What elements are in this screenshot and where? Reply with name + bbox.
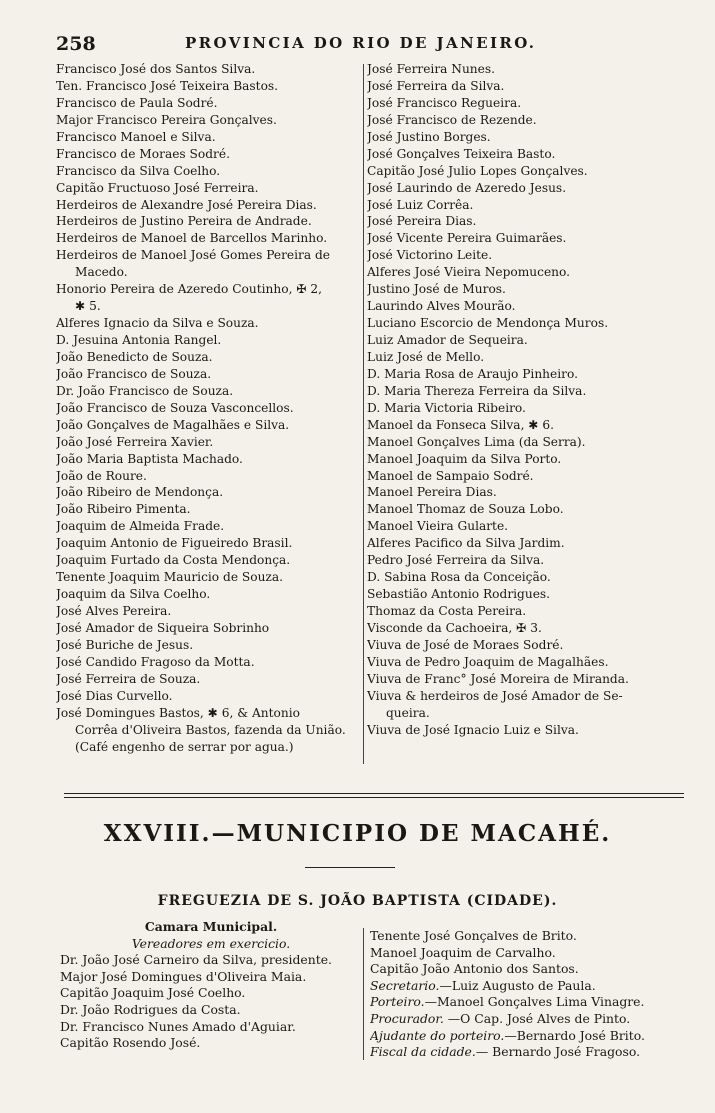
list-item: Viuva de Franc° José Moreira de Miranda. (367, 671, 629, 686)
list-item: Dr. João Francisco de Souza. (56, 383, 234, 398)
list-item: Major Francisco Pereira Gonçalves. (56, 112, 277, 127)
officer-name: —O Cap. José Alves de Pinto. (443, 1010, 631, 1026)
officer-name: — Bernardo José Fragoso. (475, 1044, 641, 1060)
officer-role: Secretario. (370, 977, 440, 993)
running-title: PROVINCIA DO RIO DE JANEIRO. (185, 34, 537, 52)
column-divider (363, 928, 364, 1060)
officer-role: Procurador. (370, 1010, 444, 1026)
list-item: Pedro José Ferreira da Silva. (367, 553, 545, 568)
list-item: Capitão João Antonio dos Santos. (370, 961, 579, 977)
list-item: Sebastião Antonio Rodrigues. (367, 587, 551, 602)
right-column-top (367, 61, 689, 739)
list-item: Manoel de Sampaio Sodré. (367, 468, 534, 483)
list-item: Capitão Fructuoso José Ferreira. (56, 180, 259, 195)
list-item: Corrêa d'Oliveira Bastos, fazenda da União. (75, 722, 346, 737)
list-item: Tenente Joaquim Mauricio de Souza. (56, 570, 283, 585)
list-item: Alferes Ignacio da Silva e Souza. (56, 316, 259, 331)
list-item: João José Ferreira Xavier. (56, 434, 214, 449)
list-item: José Candido Fragoso da Motta. (56, 654, 255, 669)
list-item: José Amador de Siqueira Sobrinho (56, 620, 270, 635)
list-item: Herdeiros de Justino Pereira de Andrade. (56, 214, 312, 229)
officer-role: Ajudante do porteiro. (370, 1027, 505, 1043)
list-item: D. Maria Thereza Ferreira da Silva. (367, 383, 587, 398)
list-item: Dr. João José Carneiro da Silva, presidente. (60, 952, 332, 968)
list-item: Capitão Joaquim José Coelho. (60, 985, 246, 1001)
list-item: Manoel Vieira Gularte. (367, 519, 509, 534)
list-item: Luiz José de Mello. (367, 349, 485, 364)
officer-role: Fiscal da cidade. (370, 1044, 476, 1060)
list-item: Francisco da Silva Coelho. (56, 163, 221, 178)
list-item: Alferes Pacifico da Silva Jardim. (367, 536, 565, 551)
list-item: Laurindo Alves Mourão. (367, 299, 516, 314)
list-item: Tenente José Gonçalves de Brito. (370, 928, 577, 943)
list-item: Manoel Thomaz de Souza Lobo. (367, 502, 564, 517)
list-item: Visconde da Cachoeira, ✠ 3. (367, 620, 542, 635)
list-item: José Luiz Corrêa. (367, 197, 474, 212)
section-divider (64, 793, 684, 798)
list-item: D. Sabina Rosa da Conceição. (367, 570, 551, 585)
list-item: José Vicente Pereira Guimarães. (367, 231, 567, 246)
list-item: Viuva de Pedro Joaquim de Magalhães. (367, 654, 609, 669)
list-item: queira. (386, 705, 430, 720)
officer-name: —Manoel Gonçalves Lima Vinagre. (424, 994, 645, 1010)
list-item: Manoel Pereira Dias. (367, 485, 497, 500)
list-item: Luiz Amador de Sequeira. (367, 333, 528, 347)
list-item: Herdeiros de Manoel de Barcellos Marinho. (56, 231, 328, 246)
camara-heading: Camara Municipal. (144, 919, 278, 934)
list-item: Francisco Manoel e Silva. (56, 129, 216, 144)
list-item: José Pereira Dias. (367, 214, 477, 229)
officer-name: —Bernardo José Brito. (504, 1027, 645, 1043)
officer-line (370, 1011, 690, 1028)
list-item: José Buriche de Jesus. (56, 637, 194, 652)
list-item: João Francisco de Souza. (56, 366, 212, 381)
list-item: João Maria Baptista Machado. (56, 451, 243, 466)
camara-subheading: Vereadores em exercicio. (131, 935, 291, 951)
list-item: Viuva & herdeiros de José Amador de Se- (367, 688, 623, 703)
page-number: 258 (56, 33, 96, 55)
officer-line (370, 978, 690, 995)
list-item: ✱ 5. (75, 299, 101, 314)
list-item: José Francisco de Rezende. (367, 112, 537, 127)
list-item: Joaquim Furtado da Costa Mendonça. (56, 553, 291, 568)
officer-role: Porteiro. (370, 994, 425, 1010)
list-item: Luciano Escorcio de Mendonça Muros. (367, 316, 609, 331)
list-item: D. Jesuina Antonia Rangel. (56, 333, 222, 347)
section-title: XXVIII.—MUNICIPIO DE MACAHÉ. (103, 820, 612, 847)
list-item: José Domingues Bastos, ✱ 6, & Antonio (56, 705, 300, 720)
list-item: Francisco de Paula Sodré. (56, 95, 218, 110)
left-column-top (56, 61, 360, 755)
section-subtitle: FREGUEZIA DE S. JOÃO BAPTISTA (CIDADE). (157, 893, 558, 909)
list-item: Major José Domingues d'Oliveira Maia. (60, 968, 307, 984)
list-item: José Justino Borges. (367, 129, 491, 144)
list-item: Capitão Rosendo José. (60, 1035, 201, 1051)
list-item: Alferes José Vieira Nepomuceno. (367, 265, 571, 280)
list-item: José Victorino Leite. (367, 248, 493, 263)
list-item: João Gonçalves de Magalhães e Silva. (56, 417, 290, 432)
officer-line (370, 1028, 690, 1045)
list-item: José Laurindo de Azeredo Jesus. (367, 180, 567, 195)
list-item: João Francisco de Souza Vasconcellos. (56, 400, 294, 415)
list-item: Dr. Francisco Nunes Amado d'Aguiar. (60, 1018, 296, 1034)
list-item: Joaquim Antonio de Figueiredo Brasil. (56, 536, 293, 551)
list-item: Francisco José dos Santos Silva. (56, 62, 256, 76)
list-item: Manoel da Fonseca Silva, ✱ 6. (367, 417, 555, 432)
list-item: Ten. Francisco José Teixeira Bastos. (56, 78, 279, 93)
list-item: João de Roure. (56, 468, 147, 483)
list-item: João Ribeiro Pimenta. (56, 502, 191, 517)
list-item: Herdeiros de Alexandre José Pereira Dias. (56, 197, 317, 212)
list-item: Viuva de José Ignacio Luiz e Silva. (367, 722, 579, 737)
list-item: Joaquim da Silva Coelho. (56, 587, 211, 602)
list-item: (Café engenho de serrar por agua.) (75, 739, 294, 754)
list-item: D. Maria Victoria Ribeiro. (367, 400, 526, 415)
list-item: José Alves Pereira. (56, 604, 172, 618)
title-rule (305, 867, 395, 868)
list-item: Joaquim de Almeida Frade. (56, 519, 225, 534)
list-item: Viuva de José de Moraes Sodré. (367, 637, 564, 652)
officer-line (370, 1044, 690, 1061)
camara-left-column (60, 919, 362, 1052)
list-item: Justino José de Muros. (367, 282, 506, 297)
list-item: Dr. João Rodrigues da Costa. (60, 1001, 241, 1017)
list-item: Manoel Joaquim de Carvalho. (370, 944, 556, 960)
list-item: Manoel Gonçalves Lima (da Serra). (367, 434, 586, 449)
list-item: D. Maria Rosa de Araujo Pinheiro. (367, 366, 578, 381)
officer-line (370, 994, 690, 1011)
list-item: José Francisco Regueira. (367, 95, 522, 110)
column-divider (363, 64, 364, 764)
list-item: Macedo. (75, 265, 128, 280)
list-item: José Ferreira Nunes. (367, 62, 495, 76)
list-item: Francisco de Moraes Sodré. (56, 146, 230, 161)
list-item: José Ferreira da Silva. (367, 78, 505, 93)
list-item: João Ribeiro de Mendonça. (56, 485, 224, 500)
list-item: José Gonçalves Teixeira Basto. (367, 146, 556, 161)
list-item: Manoel Joaquim da Silva Porto. (367, 451, 562, 466)
camara-right-column (370, 928, 690, 1061)
list-item: Honorio Pereira de Azeredo Coutinho, ✠ 2, (56, 282, 323, 297)
list-item: José Dias Curvello. (56, 688, 173, 703)
list-item: Herdeiros de Manoel José Gomes Pereira de (56, 248, 330, 263)
list-item: João Benedicto de Souza. (56, 349, 213, 364)
list-item: José Ferreira de Souza. (56, 671, 201, 686)
list-item: Thomaz da Costa Pereira. (367, 604, 527, 618)
list-item: Capitão José Julio Lopes Gonçalves. (367, 163, 588, 178)
officer-name: —Luiz Augusto de Paula. (439, 977, 596, 993)
